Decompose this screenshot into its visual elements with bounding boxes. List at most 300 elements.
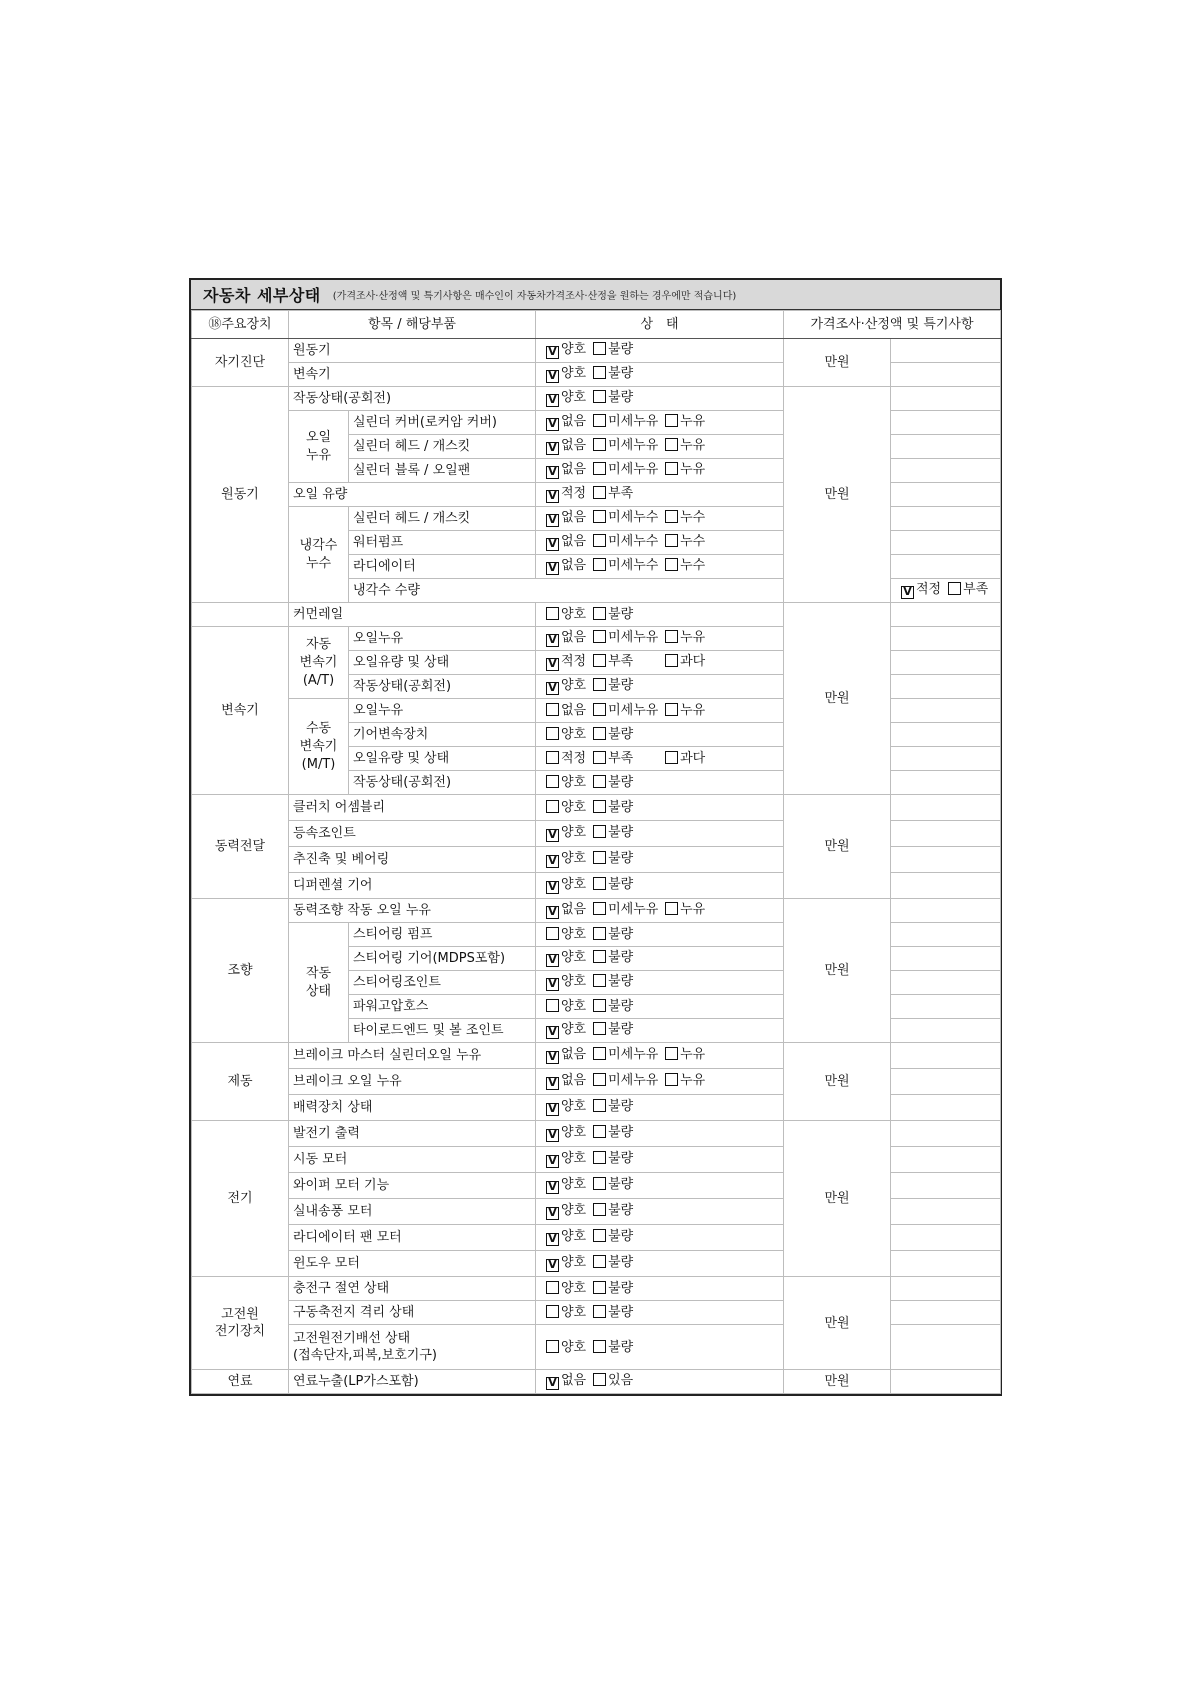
checkbox-checked[interactable]: V xyxy=(546,1026,559,1039)
status-option xyxy=(593,1340,633,1355)
status-cell xyxy=(536,531,784,555)
table-row xyxy=(192,1121,1001,1147)
status-option xyxy=(593,927,633,942)
checkbox-unchecked[interactable] xyxy=(665,534,678,547)
status-cell xyxy=(536,699,784,723)
status-option-label: 미세누수 xyxy=(608,534,659,549)
status-option xyxy=(546,1151,586,1168)
checkbox-checked[interactable]: V xyxy=(546,394,559,407)
item-label: 동력조향 작동 오일 누유 xyxy=(289,899,536,923)
status-cell xyxy=(536,555,784,579)
checkbox-unchecked[interactable] xyxy=(593,607,606,620)
checkbox-unchecked[interactable] xyxy=(546,751,559,764)
remark-cell[interactable] xyxy=(891,483,1001,507)
remark-cell[interactable] xyxy=(891,723,1001,747)
item-label: 브레이크 마스터 실린더오일 누유 xyxy=(289,1043,536,1069)
status-option-label: 양호 xyxy=(561,1203,587,1218)
checkbox-unchecked[interactable] xyxy=(593,1177,606,1190)
checkbox-unchecked[interactable] xyxy=(593,462,606,475)
status-option-label: 누수 xyxy=(680,510,706,525)
status-option xyxy=(546,825,586,842)
subgroup-steer_op: 작동 상태 xyxy=(289,923,349,1043)
subgroup-auto_trans: 자동 변속기 (A/T) xyxy=(289,627,349,699)
status-option xyxy=(593,877,633,892)
status-option xyxy=(546,1373,586,1390)
status-option-label: 누수 xyxy=(680,534,706,549)
checkbox-unchecked[interactable] xyxy=(665,1047,678,1060)
status-option-label: 누유 xyxy=(680,438,706,453)
checkbox-checked[interactable]: V xyxy=(546,1155,559,1168)
status-cell xyxy=(536,995,784,1019)
status-cell xyxy=(536,1325,784,1370)
status-option xyxy=(593,414,665,429)
status-option-label: 불량 xyxy=(608,1022,634,1037)
item-label: 발전기 출력 xyxy=(289,1121,536,1147)
status-option-label: 불량 xyxy=(608,1151,634,1166)
checkbox-unchecked[interactable] xyxy=(593,510,606,523)
status-option xyxy=(546,438,586,455)
status-option-label: 양호 xyxy=(561,390,587,405)
remark-cell[interactable] xyxy=(891,1043,1001,1069)
item-label: 구동축전지 격리 상태 xyxy=(289,1301,536,1325)
checkbox-unchecked[interactable] xyxy=(665,414,678,427)
price-unit[interactable]: 만원 xyxy=(784,795,891,899)
status-option-label: 양호 xyxy=(561,1281,587,1296)
checkbox-unchecked[interactable] xyxy=(593,727,606,740)
status-option xyxy=(593,800,633,815)
item-label: 변속기 xyxy=(289,363,536,387)
item-label: 실린더 헤드 / 개스킷 xyxy=(349,435,536,459)
status-cell xyxy=(536,899,784,923)
checkbox-checked[interactable]: V xyxy=(546,1051,559,1064)
remark-cell[interactable] xyxy=(891,847,1001,873)
subgroup-manual_trans: 수동 변속기 (M/T) xyxy=(289,699,349,795)
category-hv: 고전원 전기장치 xyxy=(192,1277,289,1370)
status-option-label: 적정 xyxy=(916,582,942,597)
remark-cell[interactable] xyxy=(891,1147,1001,1173)
status-option xyxy=(546,414,586,431)
status-option-label: 적정 xyxy=(561,486,587,501)
price-unit[interactable]: 만원 xyxy=(784,1277,891,1370)
checkbox-unchecked[interactable] xyxy=(593,1022,606,1035)
status-option-label: 불량 xyxy=(608,1203,634,1218)
status-option xyxy=(546,1022,586,1039)
checkbox-unchecked[interactable] xyxy=(593,1373,606,1386)
checkbox-unchecked[interactable] xyxy=(593,1125,606,1138)
checkbox-unchecked[interactable] xyxy=(665,558,678,571)
status-option-label: 누유 xyxy=(680,1073,706,1088)
item-label: 실내송풍 모터 xyxy=(289,1199,536,1225)
remark-cell[interactable] xyxy=(891,821,1001,847)
remark-cell[interactable] xyxy=(891,795,1001,821)
remark-cell[interactable] xyxy=(891,899,1001,923)
remark-cell[interactable] xyxy=(891,603,1001,627)
status-option xyxy=(546,390,586,407)
remark-cell[interactable] xyxy=(891,971,1001,995)
status-option xyxy=(546,1340,586,1355)
remark-cell[interactable] xyxy=(891,411,1001,435)
table-row xyxy=(192,795,1001,821)
status-option xyxy=(665,630,705,645)
status-option-label: 불량 xyxy=(608,607,634,622)
status-cell xyxy=(536,627,784,651)
checkbox-checked[interactable]: V xyxy=(546,855,559,868)
checkbox-unchecked[interactable] xyxy=(593,703,606,716)
remark-cell[interactable] xyxy=(891,995,1001,1019)
remark-cell[interactable] xyxy=(891,923,1001,947)
checkbox-unchecked[interactable] xyxy=(593,974,606,987)
checkbox-unchecked[interactable] xyxy=(665,751,678,764)
checkbox-unchecked[interactable] xyxy=(593,438,606,451)
checkbox-unchecked[interactable] xyxy=(593,366,606,379)
checkbox-checked[interactable]: V xyxy=(546,1377,559,1390)
status-option-label: 양호 xyxy=(561,1099,587,1114)
status-option-label: 적정 xyxy=(561,654,587,669)
status-option xyxy=(593,1373,633,1388)
subgroup-oil_leak: 오일 누유 xyxy=(289,411,349,483)
status-option xyxy=(546,486,586,503)
status-option-label: 없음 xyxy=(561,438,587,453)
status-option-label: 불량 xyxy=(608,1255,634,1270)
status-option xyxy=(665,534,705,549)
remark-cell[interactable] xyxy=(891,1173,1001,1199)
checkbox-checked[interactable]: V xyxy=(546,954,559,967)
remark-cell[interactable] xyxy=(891,771,1001,795)
checkbox-unchecked[interactable] xyxy=(948,582,961,595)
item-label: 스티어링 기어(MDPS포함) xyxy=(349,947,536,971)
checkbox-unchecked[interactable] xyxy=(593,800,606,813)
remark-cell[interactable] xyxy=(891,747,1001,771)
remark-cell[interactable] xyxy=(891,531,1001,555)
checkbox-unchecked[interactable] xyxy=(593,877,606,890)
checkbox-unchecked[interactable] xyxy=(593,775,606,788)
status-cell xyxy=(536,363,784,387)
status-option xyxy=(546,974,586,991)
checkbox-unchecked[interactable] xyxy=(546,607,559,620)
checkbox-unchecked[interactable] xyxy=(593,558,606,571)
checkbox-unchecked[interactable] xyxy=(665,654,678,667)
status-cell xyxy=(536,1121,784,1147)
remark-cell[interactable] xyxy=(891,1095,1001,1121)
price-unit[interactable]: 만원 xyxy=(784,1043,891,1121)
item-label: 오일누유 xyxy=(349,627,536,651)
status-option xyxy=(593,678,633,693)
item-label: 파워고압호스 xyxy=(349,995,536,1019)
checkbox-unchecked[interactable] xyxy=(546,775,559,788)
price-unit[interactable]: 만원 xyxy=(784,1370,891,1394)
price-unit[interactable]: 만원 xyxy=(784,1121,891,1277)
checkbox-unchecked[interactable] xyxy=(546,727,559,740)
checkbox-unchecked[interactable] xyxy=(593,851,606,864)
checkbox-unchecked[interactable] xyxy=(593,678,606,691)
checkbox-unchecked[interactable] xyxy=(593,1099,606,1112)
table-row xyxy=(192,603,1001,627)
status-option xyxy=(593,1022,633,1037)
status-option xyxy=(546,902,586,919)
price-unit[interactable]: 만원 xyxy=(784,387,891,603)
status-option xyxy=(665,1073,705,1088)
status-option xyxy=(593,342,633,357)
status-option-label: 양호 xyxy=(561,727,587,742)
status-option-label: 없음 xyxy=(561,630,587,645)
checkbox-checked[interactable]: V xyxy=(546,1207,559,1220)
status-option xyxy=(593,1073,665,1088)
status-option xyxy=(546,1255,586,1272)
status-option xyxy=(546,800,586,815)
item-label: 원동기 xyxy=(289,339,536,363)
checkbox-unchecked[interactable] xyxy=(546,703,559,716)
checkbox-unchecked[interactable] xyxy=(593,630,606,643)
remark-cell[interactable] xyxy=(891,675,1001,699)
remark-cell[interactable] xyxy=(891,1251,1001,1277)
item-label: 고전원전기배선 상태 (접속단자,피복,보호기구) xyxy=(289,1325,536,1370)
status-option-label: 없음 xyxy=(561,414,587,429)
checkbox-checked[interactable]: V xyxy=(546,1181,559,1194)
status-option-label: 미세누유 xyxy=(608,462,659,477)
status-option-label: 양호 xyxy=(561,1125,587,1140)
status-cell xyxy=(536,873,784,899)
checkbox-unchecked[interactable] xyxy=(665,902,678,915)
status-option-label: 누유 xyxy=(680,414,706,429)
status-option-label: 양호 xyxy=(561,1177,587,1192)
status-option xyxy=(546,927,586,942)
remark-cell[interactable] xyxy=(891,873,1001,899)
status-option-label: 양호 xyxy=(561,851,587,866)
status-cell xyxy=(536,675,784,699)
checkbox-checked[interactable]: V xyxy=(546,562,559,575)
status-option xyxy=(593,851,633,866)
status-option-label: 불량 xyxy=(608,1339,634,1355)
remark-cell[interactable] xyxy=(891,1325,1001,1370)
checkbox-checked[interactable]: V xyxy=(546,1103,559,1116)
checkbox-unchecked[interactable] xyxy=(593,1047,606,1060)
category-power: 동력전달 xyxy=(192,795,289,899)
price-unit[interactable]: 만원 xyxy=(784,603,891,795)
status-option xyxy=(593,825,633,840)
status-option-label: 양호 xyxy=(561,1305,587,1320)
remark-cell[interactable] xyxy=(891,947,1001,971)
checkbox-unchecked[interactable] xyxy=(593,654,606,667)
status-option xyxy=(665,1047,705,1062)
checkbox-checked[interactable]: V xyxy=(546,1233,559,1246)
checkbox-unchecked[interactable] xyxy=(546,927,559,940)
remark-cell[interactable] xyxy=(891,387,1001,411)
checkbox-checked[interactable]: V xyxy=(546,881,559,894)
checkbox-checked[interactable]: V xyxy=(546,490,559,503)
status-option xyxy=(593,1151,633,1166)
checkbox-checked[interactable]: V xyxy=(546,514,559,527)
checkbox-unchecked[interactable] xyxy=(593,486,606,499)
status-option xyxy=(546,1305,586,1320)
checkbox-checked[interactable]: V xyxy=(546,658,559,671)
status-option xyxy=(665,902,705,917)
table-header-row xyxy=(192,311,1001,339)
remark-cell[interactable] xyxy=(891,435,1001,459)
checkbox-unchecked[interactable] xyxy=(546,999,559,1012)
checkbox-unchecked[interactable] xyxy=(593,902,606,915)
status-option-label: 양호 xyxy=(561,1229,587,1244)
checkbox-unchecked[interactable] xyxy=(546,1305,559,1318)
checkbox-unchecked[interactable] xyxy=(593,1255,606,1268)
status-cell xyxy=(536,923,784,947)
item-label: 실린더 블록 / 오일팬 xyxy=(349,459,536,483)
remark-cell[interactable] xyxy=(891,627,1001,651)
item-label: 오일누유 xyxy=(349,699,536,723)
checkbox-unchecked[interactable] xyxy=(593,999,606,1012)
remark-cell[interactable] xyxy=(891,1019,1001,1043)
remark-cell[interactable] xyxy=(891,651,1001,675)
remark-cell[interactable] xyxy=(891,363,1001,387)
status-cell xyxy=(536,1147,784,1173)
checkbox-checked[interactable]: V xyxy=(546,906,559,919)
status-option xyxy=(593,902,665,917)
checkbox-unchecked[interactable] xyxy=(593,534,606,547)
status-cell xyxy=(536,1019,784,1043)
remark-cell[interactable] xyxy=(891,1225,1001,1251)
status-option xyxy=(546,1177,586,1194)
status-option-label: 양호 xyxy=(561,607,587,622)
status-option-label: 불량 xyxy=(608,390,634,405)
remark-cell[interactable] xyxy=(891,459,1001,483)
status-option-label: 미세누유 xyxy=(608,630,659,645)
price-unit[interactable]: 만원 xyxy=(784,339,891,387)
checkbox-unchecked[interactable] xyxy=(593,950,606,963)
checkbox-checked[interactable]: V xyxy=(546,442,559,455)
checkbox-checked[interactable]: V xyxy=(546,1259,559,1272)
category-transmission: 변속기 xyxy=(192,627,289,795)
item-label: 라디에이터 팬 모터 xyxy=(289,1225,536,1251)
status-option-label: 불량 xyxy=(608,800,634,815)
status-option xyxy=(593,390,633,405)
checkbox-unchecked[interactable] xyxy=(593,751,606,764)
checkbox-checked[interactable]: V xyxy=(546,829,559,842)
remark-cell[interactable] xyxy=(891,555,1001,579)
checkbox-checked[interactable]: V xyxy=(546,1077,559,1090)
status-option xyxy=(593,1203,633,1218)
status-option xyxy=(665,654,705,669)
item-label: 기어변속장치 xyxy=(349,723,536,747)
status-option-label: 불량 xyxy=(608,775,634,790)
checkbox-unchecked[interactable] xyxy=(546,800,559,813)
status-option xyxy=(593,1177,633,1192)
checkbox-checked[interactable]: V xyxy=(546,978,559,991)
checkbox-unchecked[interactable] xyxy=(593,1281,606,1294)
checkbox-unchecked[interactable] xyxy=(593,825,606,838)
checkbox-checked[interactable]: V xyxy=(546,538,559,551)
status-option-label: 양호 xyxy=(561,974,587,989)
checkbox-checked[interactable]: V xyxy=(546,466,559,479)
status-option-label: 양호 xyxy=(561,825,587,840)
checkbox-checked[interactable]: V xyxy=(546,1129,559,1142)
remark-cell[interactable] xyxy=(891,1370,1001,1394)
checkbox-unchecked[interactable] xyxy=(546,1281,559,1294)
remark-cell[interactable] xyxy=(891,699,1001,723)
checkbox-unchecked[interactable] xyxy=(593,1305,606,1318)
checkbox-unchecked[interactable] xyxy=(593,1203,606,1216)
checkbox-unchecked[interactable] xyxy=(665,703,678,716)
status-option xyxy=(593,534,665,549)
checkbox-checked[interactable]: V xyxy=(901,586,914,599)
checkbox-unchecked[interactable] xyxy=(593,342,606,355)
checkbox-checked[interactable]: V xyxy=(546,418,559,431)
item-label: 등속조인트 xyxy=(289,821,536,847)
status-cell xyxy=(536,1173,784,1199)
status-cell xyxy=(536,459,784,483)
status-cell xyxy=(536,1199,784,1225)
status-option xyxy=(593,1305,633,1320)
category-steering: 조향 xyxy=(192,899,289,1043)
status-cell xyxy=(536,435,784,459)
checkbox-unchecked[interactable] xyxy=(593,390,606,403)
price-unit[interactable]: 만원 xyxy=(784,899,891,1043)
status-cell xyxy=(536,1043,784,1069)
checkbox-unchecked[interactable] xyxy=(546,1340,559,1353)
status-option-label: 불량 xyxy=(608,999,634,1014)
checkbox-unchecked[interactable] xyxy=(593,927,606,940)
checkbox-unchecked[interactable] xyxy=(593,414,606,427)
checkbox-unchecked[interactable] xyxy=(593,1151,606,1164)
checkbox-unchecked[interactable] xyxy=(665,630,678,643)
status-cell xyxy=(536,1370,784,1394)
checkbox-unchecked[interactable] xyxy=(665,438,678,451)
remark-cell[interactable] xyxy=(891,1277,1001,1301)
item-label: 오일 유량 xyxy=(289,483,536,507)
status-cell xyxy=(536,387,784,411)
remark-cell[interactable] xyxy=(891,1301,1001,1325)
remark-cell[interactable] xyxy=(891,1069,1001,1095)
item-label: 시동 모터 xyxy=(289,1147,536,1173)
status-option-label: 양호 xyxy=(561,1022,587,1037)
checkbox-checked[interactable]: V xyxy=(546,682,559,695)
status-option xyxy=(593,366,633,381)
status-option-label: 미세누유 xyxy=(608,703,659,718)
checkbox-unchecked[interactable] xyxy=(665,462,678,475)
status-option-label: 미세누수 xyxy=(608,510,659,525)
item-label: 와이퍼 모터 기능 xyxy=(289,1173,536,1199)
status-option xyxy=(665,438,705,453)
status-option-label: 미세누유 xyxy=(608,438,659,453)
item-label: 스티어링 펌프 xyxy=(349,923,536,947)
table-row xyxy=(192,899,1001,923)
status-option xyxy=(546,851,586,868)
status-cell xyxy=(536,971,784,995)
status-option xyxy=(593,486,633,501)
status-option xyxy=(665,510,705,525)
status-option xyxy=(948,582,988,597)
checkbox-unchecked[interactable] xyxy=(665,510,678,523)
checkbox-checked[interactable]: V xyxy=(546,346,559,359)
status-option-label: 누수 xyxy=(680,558,706,573)
remark-cell[interactable] xyxy=(891,1199,1001,1225)
status-option-label: 양호 xyxy=(561,999,587,1014)
remark-cell[interactable] xyxy=(891,507,1001,531)
status-option-label: 양호 xyxy=(561,877,587,892)
table-row xyxy=(192,339,1001,363)
remark-cell[interactable] xyxy=(891,339,1001,363)
remark-cell[interactable] xyxy=(891,1121,1001,1147)
checkbox-unchecked[interactable] xyxy=(593,1340,606,1353)
checkbox-checked[interactable]: V xyxy=(546,634,559,647)
checkbox-unchecked[interactable] xyxy=(593,1073,606,1086)
status-option xyxy=(593,1281,633,1296)
category-fuel: 연료 xyxy=(192,1370,289,1394)
table-row xyxy=(192,387,1001,411)
status-cell xyxy=(536,1069,784,1095)
checkbox-unchecked[interactable] xyxy=(665,1073,678,1086)
status-cell xyxy=(536,847,784,873)
checkbox-checked[interactable]: V xyxy=(546,370,559,383)
checkbox-unchecked[interactable] xyxy=(593,1229,606,1242)
